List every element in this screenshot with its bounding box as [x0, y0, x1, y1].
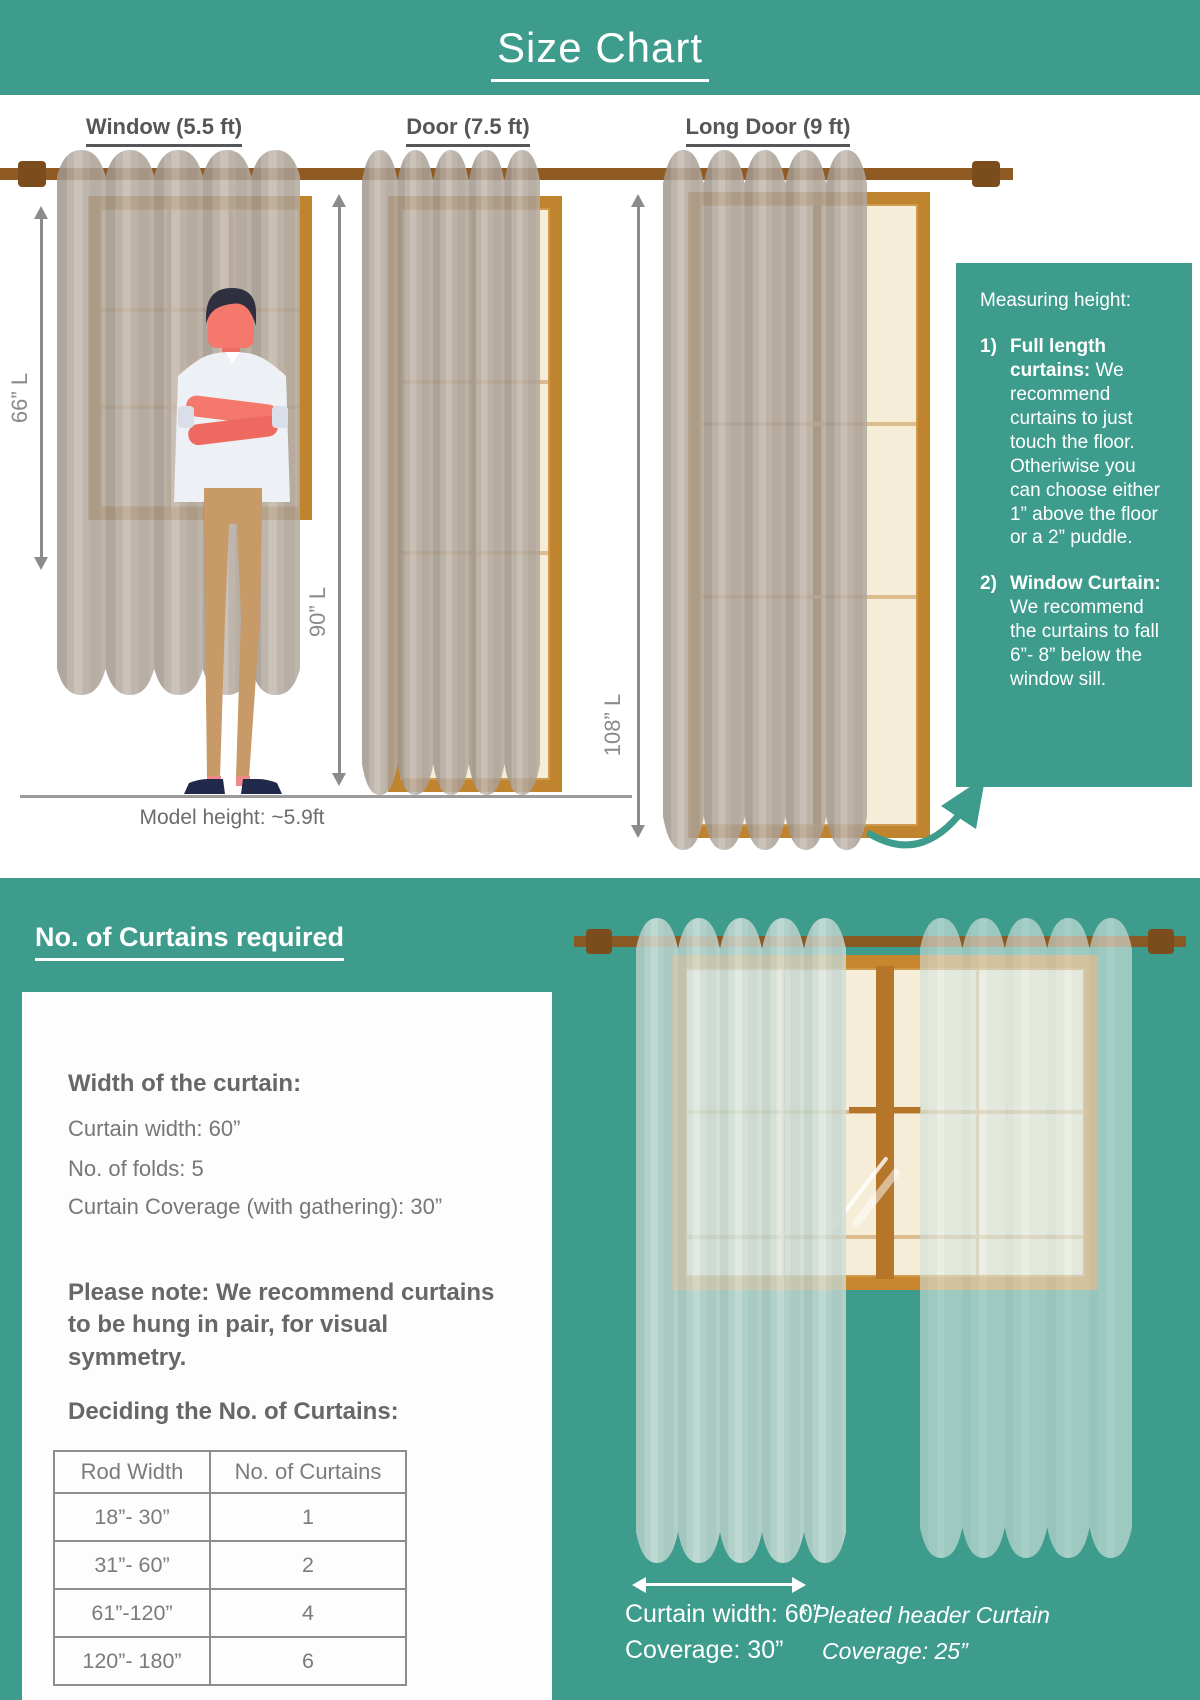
pair-note: Please note: We recommend curtains to be hung in pair, for visual symmetry.: [68, 1279, 495, 1371]
curtain-width-card: [22, 992, 552, 1700]
table-title: Deciding the No. of Curtains:: [68, 1398, 399, 1425]
info-item-2: 2) Window Curtain: We recommend the curtains to fall 6”- 8” below the window sill.: [980, 573, 1161, 691]
length-label-66: 66” L: [7, 372, 32, 424]
table-row: 31”- 60” 2: [54, 1541, 406, 1589]
arrow-108in: [637, 200, 640, 832]
rod-finial-left: [18, 161, 46, 187]
coverage-caption: Coverage: 30”: [625, 1636, 784, 1664]
curtain-108in: [663, 150, 867, 850]
floor-line: [20, 795, 632, 798]
rod-finial-right: [972, 161, 1000, 187]
table-row: 61”-120” 4: [54, 1589, 406, 1637]
length-label-108: 108” L: [600, 693, 625, 757]
curved-arrow-icon: [862, 772, 1002, 862]
coverage-line: Curtain Coverage (with gathering): 30”: [68, 1194, 443, 1219]
section-heading: No. of Curtains required: [35, 922, 344, 961]
model-figure: [148, 288, 318, 798]
table-row: 120”- 180” 6: [54, 1637, 406, 1685]
arrow-90in: [338, 200, 341, 780]
label-window: Window (5.5 ft): [64, 114, 264, 147]
paired-curtain-left: [636, 918, 846, 1563]
table-header-no-curtains: No. of Curtains: [210, 1451, 406, 1493]
curtain-90in: [362, 150, 540, 795]
curtain-width-caption: Curtain width: 60”: [625, 1600, 821, 1628]
label-long-door: Long Door (9 ft): [668, 114, 868, 147]
curtain-width-line: Curtain width: 60”: [68, 1116, 241, 1141]
model-height-caption: Model height: ~5.9ft: [139, 806, 325, 829]
paired-rod-finial-right: [1148, 929, 1174, 954]
info-item-1: 1) Full length curtains: We recommend curtains to just touch the floor. Otheriwise you can choose either 1” above the floor or a 2” puddle.: [980, 335, 1160, 549]
paired-rod-finial-left: [586, 929, 612, 954]
width-title: Width of the curtain:: [68, 1070, 302, 1097]
pleated-note-line1: * Pleated header Curtain: [798, 1602, 1050, 1628]
length-label-90: 90” L: [305, 586, 330, 638]
label-door: Door (7.5 ft): [368, 114, 568, 147]
table-header-rod-width: Rod Width: [54, 1451, 210, 1493]
measuring-height-box: [956, 263, 1192, 787]
curtains-table: [53, 1450, 407, 1686]
arrow-66in: [40, 212, 43, 564]
width-arrow-icon: [638, 1583, 800, 1586]
folds-line: No. of folds: 5: [68, 1156, 204, 1181]
table-row: 18”- 30” 1: [54, 1493, 406, 1541]
paired-curtain-right: [920, 918, 1132, 1558]
pleated-note-line2: Coverage: 25”: [822, 1638, 968, 1664]
page-title: Size Chart: [0, 24, 1200, 82]
info-box-title: Measuring height:: [980, 290, 1132, 311]
